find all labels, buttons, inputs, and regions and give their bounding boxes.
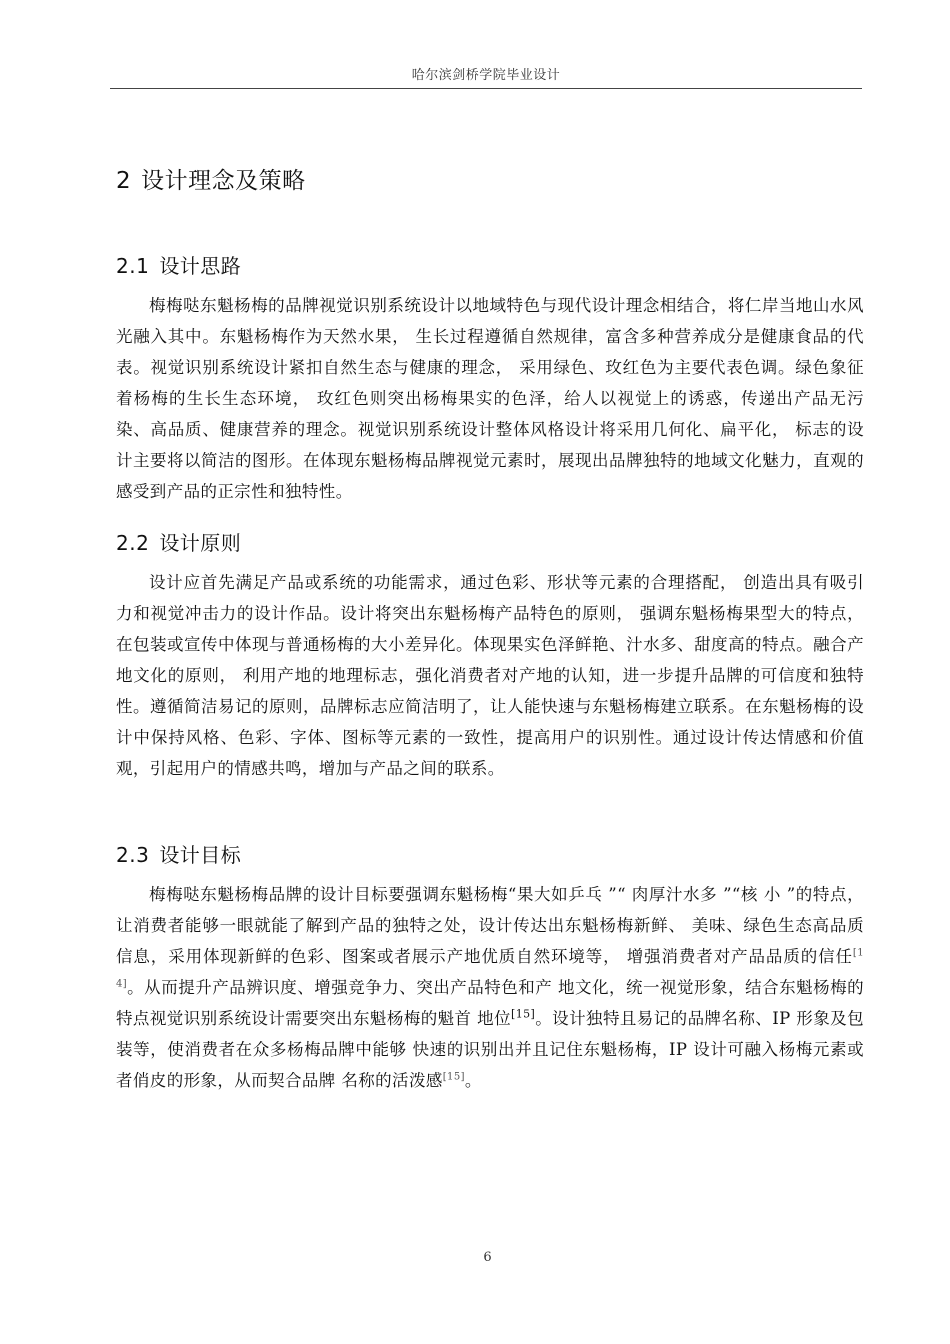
chapter-title [116,162,306,195]
paragraph-text: 。设计独特且易记的品牌名称、IP 形象及包装等，使消费者在众多杨梅品牌中能够 快速的识别出并且记住东魁杨梅，IP 设计可融入杨梅元素或者俏皮的形象，从而契合品牌 名称的活泼感 [116,1009,864,1090]
citation-15: [15] [511,1007,536,1021]
section-title-text: 设计原则 [159,531,242,555]
paragraph-text: 。从而提升产品辨识度、增强竞争力、突出产品特色和产 地文化，统一视觉形象，结合东魁杨梅的特点视觉识别系统设计需要突出东魁杨梅的魁首 地位 [116,978,864,1028]
paragraph-text: 。 [464,1071,482,1090]
paragraph-2-2: 设计应首先满足产品或系统的功能需求，通过色彩、形状等元素的合理搭配， 创造出具有吸引力和视觉冲击力的设计作品。设计将突出东魁杨梅产品特色的原则， 强调东魁杨梅果型大的特点，在包装或宣传中体现与普通杨梅的大小差异化。体现果实色泽鲜艳、汁水多、甜度高的特点。融合产地文化的原则， 利用产地的地理标志，强化消费者对产地的认知，进一步提升品牌的可信度和独特性。遵循简洁易记的原则，品牌标志应简洁明了，让人能快速与东魁杨梅建立联系。在东魁杨梅的设计中保持风格、色彩、字体、图标等元素的一致性，提高用户的识别性。通过设计传达情感和价值观，引起用户的情感共鸣，增加与产品之间的联系。 [116,573,864,778]
chapter-number: 2 [116,168,132,194]
paragraph-2-1: 梅梅哒东魁杨梅的品牌视觉识别系统设计以地域特色与现代设计理念相结合，将仁岸当地山水风光融入其中。东魁杨梅作为天然水果， 生长过程遵循自然规律，富含多种营养成分是健康食品的代表。视觉识别系统设计紧扣自然生态与健康的理念， 采用绿色、玫红色为主要代表色调。绿色象征着杨梅的生长生态环境， 玫红色则突出杨梅果实的色泽，给人以视觉上的诱惑，传递出产品无污染、高品质、健康营养的理念。视觉识别系统设计整体风格设计将采用几何化、扁平化， 标志的设计主要将以简洁的图形。在体现东魁杨梅品牌视觉元素时，展现出品牌独特的地域文化魅力，直观的感受到产品的正宗性和独特性。 [116,296,864,501]
chapter-title-text: 设计理念及策略 [141,168,306,194]
running-header: 哈尔滨剑桥学院毕业设计 [411,68,561,83]
paragraph-text: 梅梅哒东魁杨梅品牌的设计目标要强调东魁杨梅“果大如乒乓 ”“ 肉厚汁水多 ”“核 小 ”的特点，让消费者能够一眼就能了解到产品的独特之处，设计传达出东魁杨梅新鲜、 美味、绿色生态高品质信息，采用体现新鲜的色彩、图案或者展示产地优质自然环境等， 增强消费者对产品品质的信任 [116,885,864,966]
section-number: 2.2 [116,531,150,555]
citation-15-b: [15] [442,1071,465,1083]
section-title-text: 设计思路 [159,254,242,278]
citation-14: [14] [116,947,864,990]
section-title-2-3 [116,839,241,868]
page-number: 6 [483,1250,492,1265]
section-title-2-1 [116,250,241,279]
section-number: 2.3 [116,843,150,867]
section-number: 2.1 [116,254,150,278]
paragraph-2-3 [116,879,864,1096]
header-rule [110,88,862,89]
section-title-text: 设计目标 [159,843,242,867]
section-title-2-2 [116,527,241,556]
